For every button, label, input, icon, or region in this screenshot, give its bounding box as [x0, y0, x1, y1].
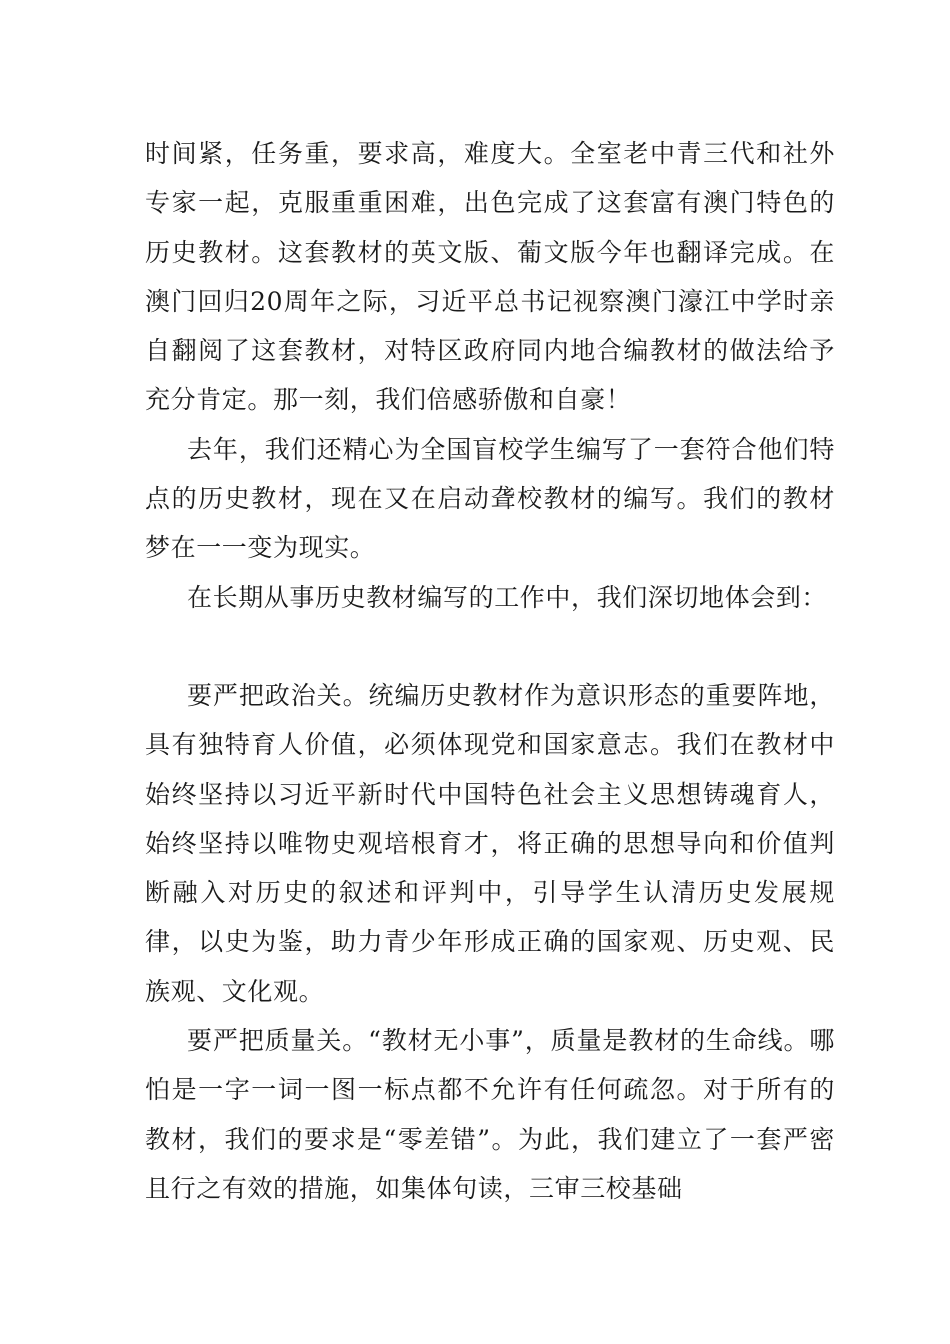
paragraph-gap: [145, 622, 835, 671]
paragraph-continued: 时间紧，任务重，要求高，难度大。全室老中青三代和社外专家一起，克服重重困难，出色完成了这套富有澳门特色的历史教材。这套教材的英文版、葡文版今年也翻译完成。在澳门回归20周年之际，习近平总书记视察澳门濠江中学时亲自翻阅了这套教材，对特区政府同内地合编教材的做法给予充分肯定。那一刻，我们倍感骄傲和自豪！: [145, 139, 835, 415]
paragraph-blind-school-textbooks: 去年，我们还精心为全国盲校学生编写了一套符合他们特点的历史教材，现在又在启动聋校教材的编写。我们的教材梦在一一变为现实。: [145, 434, 835, 563]
paragraph-quality-standard: 要严把质量关。“教材无小事”，质量是教材的生命线。哪怕是一字一词一图一标点都不允许有任何疏忽。对于所有的教材，我们的要求是“零差错”。为此，我们建立了一套严密且行之有效的措施，如集体句读，三审三校基础: [145, 1026, 835, 1203]
paragraph-political-standard: 要严把政治关。统编历史教材作为意识形态的重要阵地，具有独特育人价值，必须体现党和国家意志。我们在教材中始终坚持以习近平新时代中国特色社会主义思想铸魂育人，始终坚持以唯物史观培根育才，将正确的思想导向和价值判断融入对历史的叙述和评判中，引导学生认清历史发展规律，以史为鉴，助力青少年形成正确的国家观、历史观、民族观、文化观。: [145, 680, 835, 1006]
paragraph-experience-intro: 在长期从事历史教材编写的工作中，我们深切地体会到：: [187, 582, 828, 612]
document-body: [145, 129, 835, 1213]
